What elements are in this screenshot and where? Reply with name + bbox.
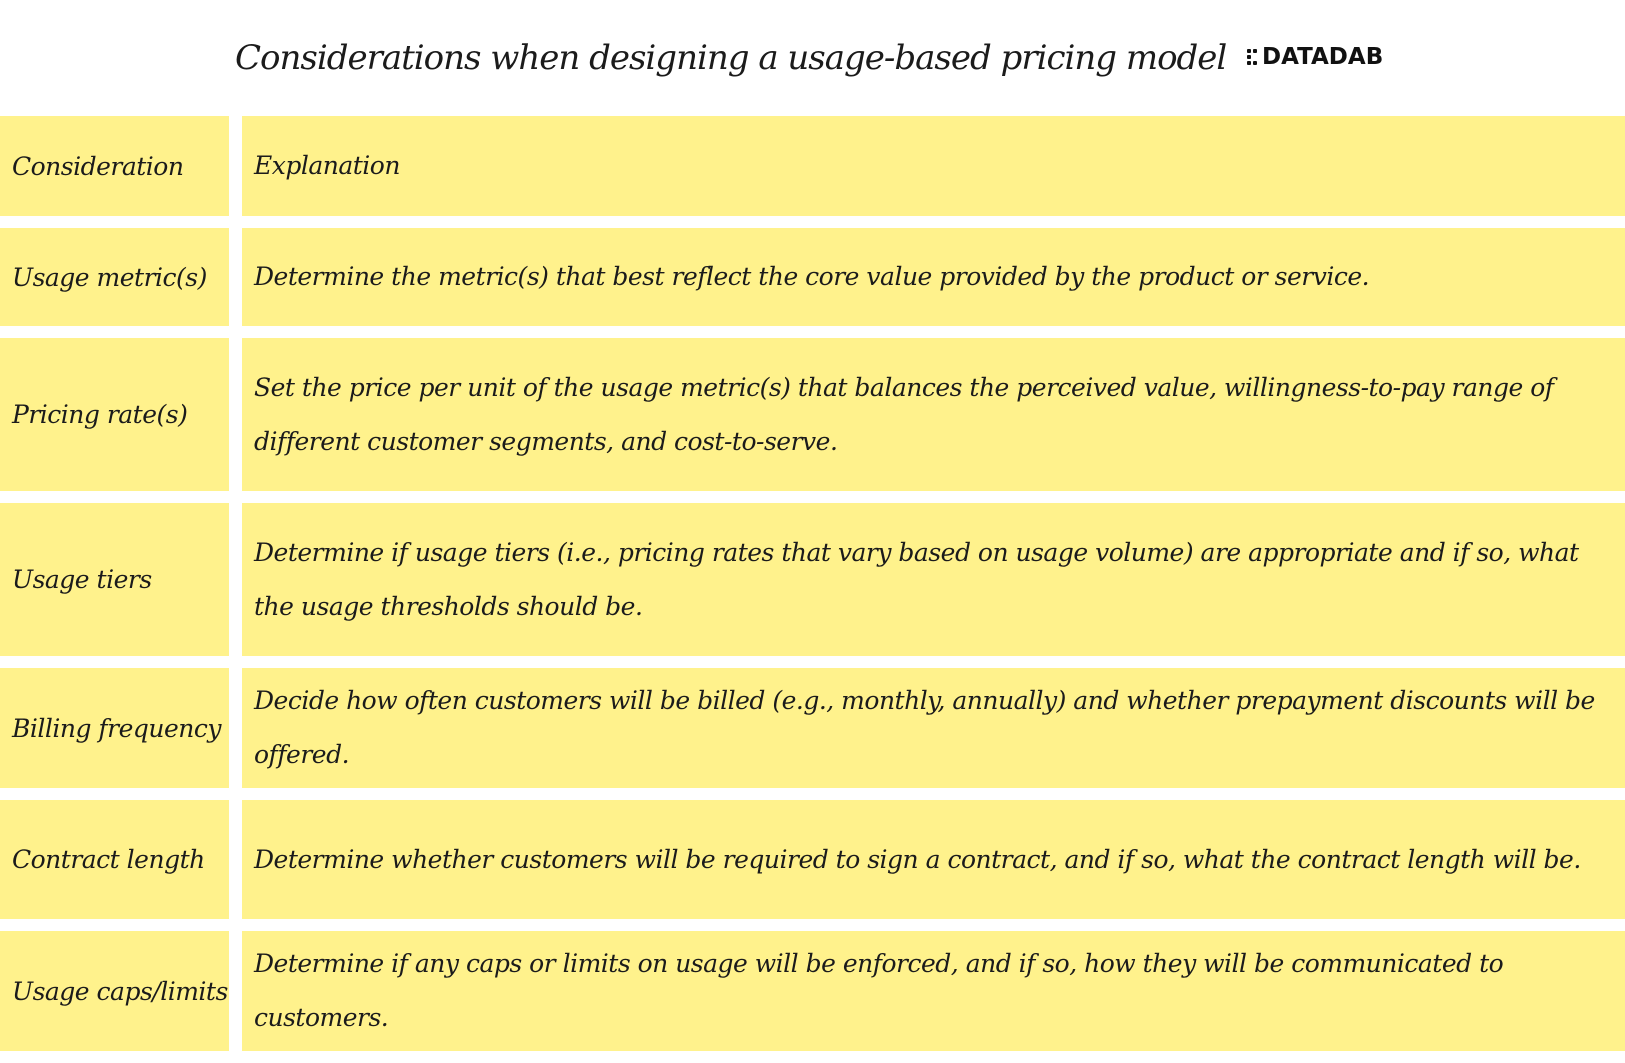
table-row [0,800,1625,919]
table-row [0,338,1625,491]
explanation-cell: Set the price per unit of the usage metric(s) that balances the perceived value, willingness-to-pay range of different customer segments, and cost-to-serve. [242,338,1625,491]
explanation-cell: Decide how often customers will be billed (e.g., monthly, annually) and whether prepayment discounts will be offered. [242,668,1625,788]
explanation-cell: Determine whether customers will be required to sign a contract, and if so, what the contract length will be. [242,800,1625,919]
table-row [0,503,1625,656]
table-row [0,228,1625,326]
table-header-row [0,116,1625,216]
explanation-cell: Determine if any caps or limits on usage will be enforced, and if so, how they will be communicated to customers. [242,931,1625,1051]
consideration-cell: Usage tiers [0,503,229,656]
dot-grid-icon [1247,49,1257,65]
consideration-cell: Billing frequency [0,668,229,788]
consideration-cell: Usage caps/limits [0,931,229,1051]
brand-logo [1247,44,1383,70]
table-row [0,931,1625,1051]
consideration-cell: Pricing rate(s) [0,338,229,491]
explanation-cell: Determine the metric(s) that best reflect the core value provided by the product or service. [242,228,1625,326]
column-header-explanation: Explanation [242,116,1625,216]
consideration-cell: Usage metric(s) [0,228,229,326]
explanation-cell: Determine if usage tiers (i.e., pricing rates that vary based on usage volume) are appropriate and if so, what the usage thresholds should be. [242,503,1625,656]
page-title: Considerations when designing a usage-based pricing model [235,38,1227,78]
column-header-consideration: Consideration [0,116,229,216]
brand-name: DATADAB [1262,44,1384,70]
table-row [0,668,1625,788]
considerations-table [0,116,1625,1063]
consideration-cell: Contract length [0,800,229,919]
